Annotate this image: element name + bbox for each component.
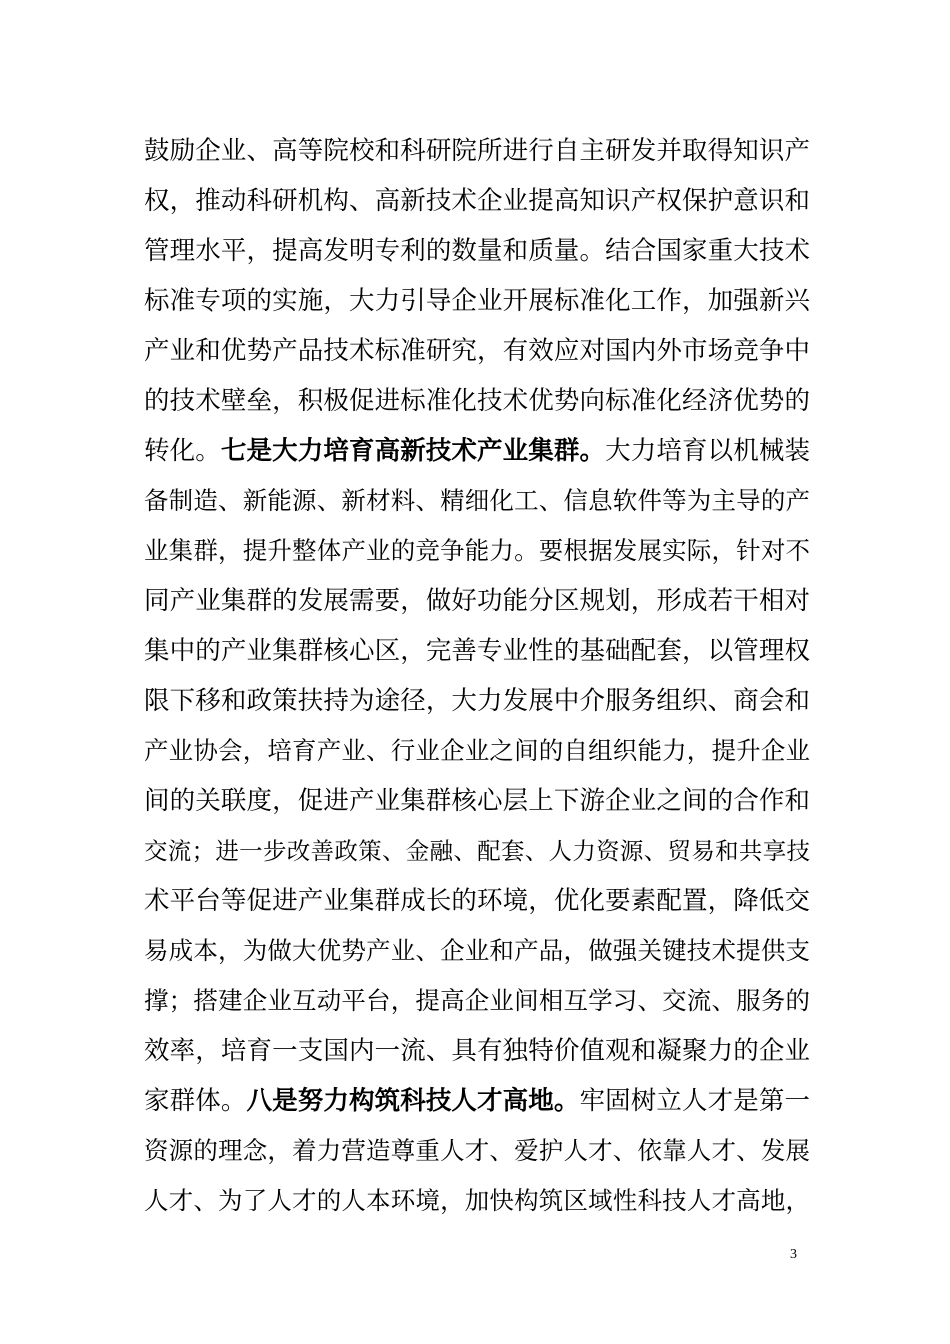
text-line: 易成本，为做大优势产业、企业和产品，做强关键技术提供支 (144, 936, 810, 965)
text-line: 的技术壁垒，积极促进标准化技术优势向标准化经济优势的 (144, 386, 810, 416)
text-line: 术平台等促进产业集群成长的环境，优化要素配置，降低交 (144, 886, 810, 916)
text-line: 资源的理念，着力营造尊重人才、爱护人才、依靠人才、发展 (144, 1136, 810, 1165)
text-line: 同产业集群的发展需要，做好功能分区规划，形成若干相对 (144, 586, 810, 616)
text-line: 撑；搭建企业互动平台，提高企业间相互学习、交流、服务的 (144, 986, 810, 1015)
text-line: 备制造、新能源、新材料、精细化工、信息软件等为主导的产 (144, 486, 810, 515)
text-line: 业集群，提升整体产业的竞争能力。要根据发展实际，针对不 (144, 536, 810, 565)
text-line: 交流；进一步改善政策、金融、配套、人力资源、贸易和共享技 (144, 837, 810, 865)
text-line: 转化。七是大力培育高新技术产业集群。大力培育以机械装 (144, 436, 810, 466)
text-line: 效率，培育一支国内一流、具有独特价值观和凝聚力的企业 (144, 1036, 810, 1066)
text-line: 限下移和政策扶持为途径，大力发展中介服务组织、商会和 (144, 686, 810, 716)
page-number: 3 (790, 1247, 797, 1262)
text-line: 鼓励企业、高等院校和科研院所进行自主研发并取得知识产 (144, 136, 810, 166)
bold-heading-seven: 七是大力培育高新技术产业集群。 (220, 436, 606, 466)
text-line: 权，推动科研机构、高新技术企业提高知识产权保护意识和 (144, 186, 810, 216)
bold-heading-eight: 八是努力构筑科技人才高地。 (246, 1086, 580, 1116)
document-body (144, 126, 810, 1226)
text-line: 产业协会，培育产业、行业企业之间的自组织能力，提升企业 (144, 736, 810, 765)
text-line: 管理水平，提高发明专利的数量和质量。结合国家重大技术 (144, 236, 810, 266)
text-line: 产业和优势产品技术标准研究，有效应对国内外市场竞争中 (144, 336, 810, 366)
text-line: 间的关联度，促进产业集群核心层上下游企业之间的合作和 (144, 786, 810, 816)
text-line: 人才、为了人才的人本环境，加快构筑区域性科技人才高地， (144, 1186, 810, 1215)
text-line: 标准专项的实施，大力引导企业开展标准化工作，加强新兴 (144, 286, 810, 316)
text-line: 集中的产业集群核心区，完善专业性的基础配套，以管理权 (144, 636, 810, 666)
text-line: 家群体。八是努力构筑科技人才高地。牢固树立人才是第一 (144, 1086, 810, 1116)
